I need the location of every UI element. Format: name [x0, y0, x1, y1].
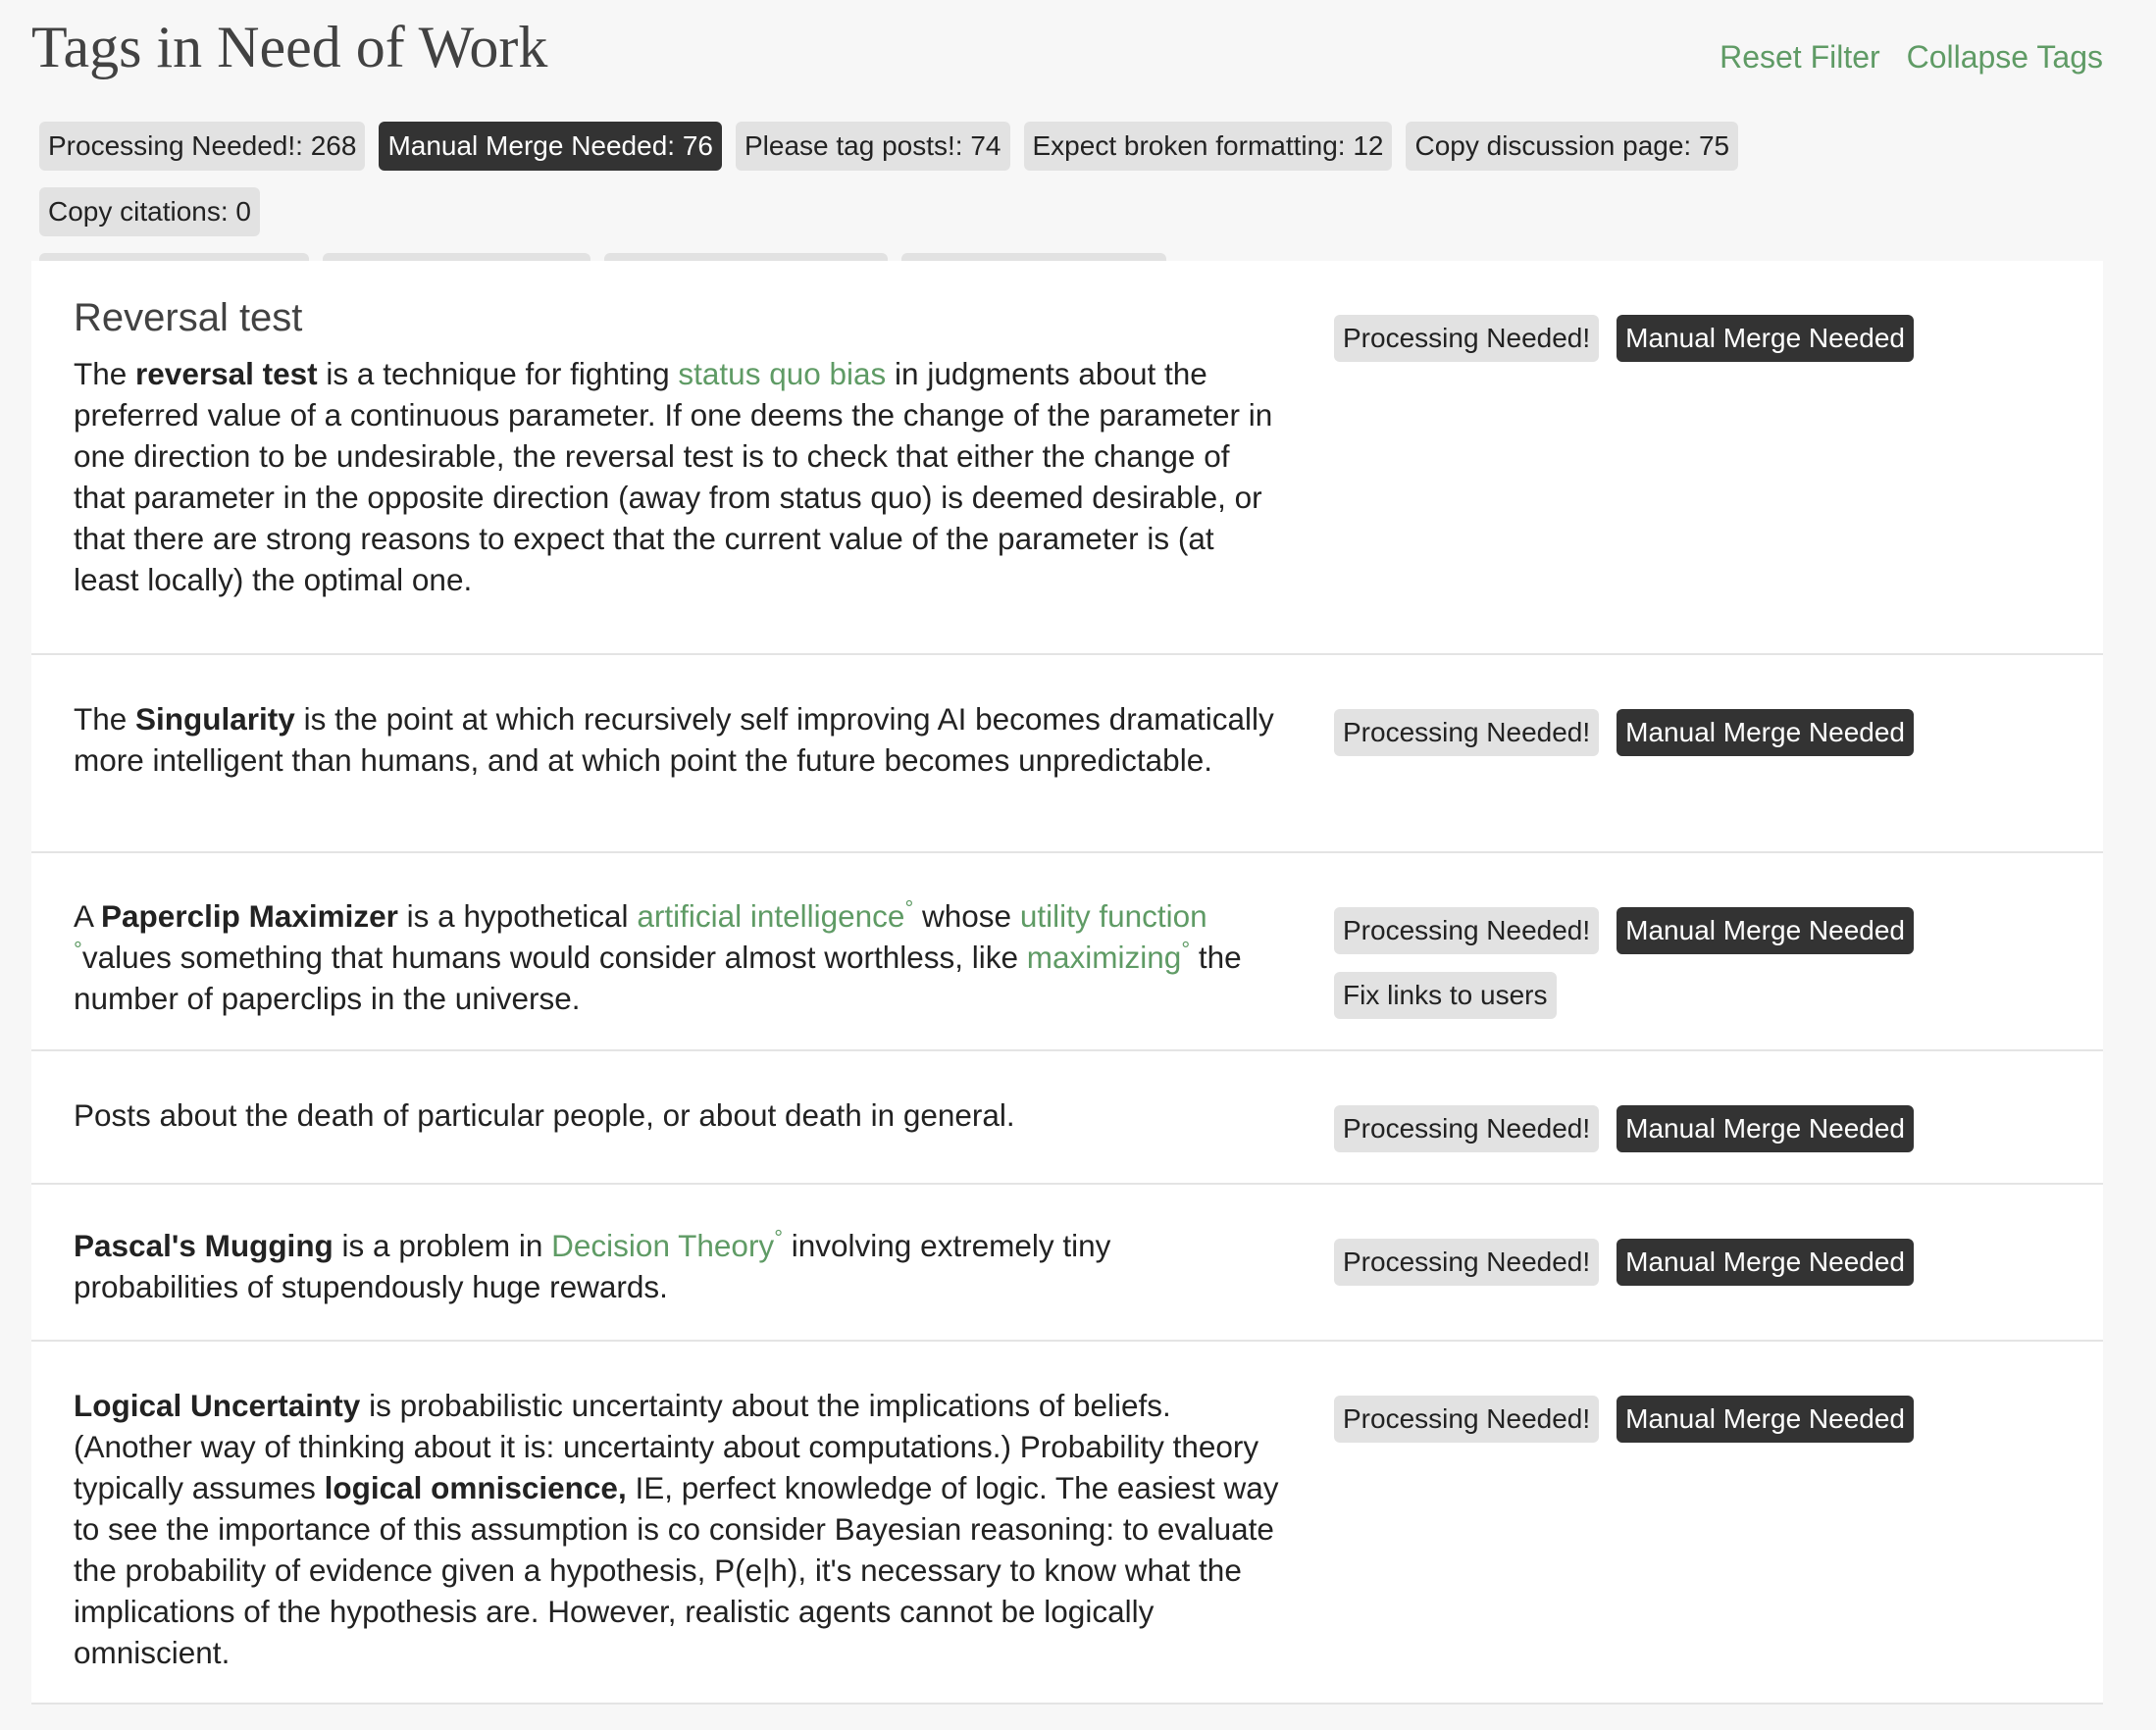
desc-bold-term: logical omniscience,	[324, 1470, 627, 1505]
desc-text: A	[74, 898, 102, 934]
desc-text: values something that humans would consider almost worthless, like	[81, 940, 1027, 975]
status-quo-bias-link[interactable]: status quo bias	[678, 356, 887, 391]
tag-row-paperclip-maximizer	[31, 853, 2103, 1051]
decision-theory-link[interactable]: Decision Theory	[551, 1228, 775, 1263]
manual-merge-needed-tag[interactable]: Manual Merge Needed	[1617, 907, 1914, 954]
tag-description	[74, 1094, 1280, 1136]
desc-bold-term: Singularity	[135, 701, 295, 737]
desc-text: is probabilistic uncertainty about the implications of beliefs. (Another way of thinking about it is: uncertainty about computations.) Probability theory typically assumes	[74, 1388, 1259, 1505]
desc-text: IE, perfect knowledge of logic. The easiest way to see the importance of this assumption is co consider Bayesian reasoning: to evaluate the probability of evidence given a hypothesis, P(e|h), it's necessary to know what the implications of the hypothesis are. However, realistic agents cannot be logically omniscient.	[74, 1470, 1279, 1670]
artificial-intelligence-link[interactable]: artificial intelligence	[637, 898, 905, 934]
collapse-tags-link[interactable]: Collapse Tags	[1906, 39, 2103, 75]
desc-text: The	[74, 701, 136, 737]
page-title: Tags in Need of Work	[31, 15, 548, 79]
tag-description-text: Posts about the death of particular people, or about death in general.	[74, 1097, 1015, 1133]
desc-text: involving extremely tiny probabilities of stupendously huge rewards.	[74, 1228, 1111, 1304]
desc-bold-term: Logical Uncertainty	[74, 1388, 361, 1423]
processing-needed-tag[interactable]: Processing Needed!	[1334, 1239, 1599, 1286]
filter-copy-citations[interactable]: Copy citations: 0	[39, 187, 260, 236]
tag-badges	[1334, 1105, 2021, 1170]
tag-description	[74, 1385, 1280, 1673]
manual-merge-needed-tag[interactable]: Manual Merge Needed	[1617, 315, 1914, 362]
filter-expect-broken-formatting[interactable]: Expect broken formatting: 12	[1024, 122, 1393, 171]
tag-row-logical-uncertainty	[31, 1342, 2103, 1705]
desc-text: whose	[913, 898, 1020, 934]
desc-text: The	[74, 356, 136, 391]
header-actions	[1702, 39, 2103, 76]
tag-description-text	[74, 698, 1280, 781]
tag-badges	[1334, 709, 2021, 774]
desc-bold-term: Paperclip Maximizer	[101, 898, 398, 934]
page-header	[31, 0, 2103, 118]
processing-needed-tag[interactable]: Processing Needed!	[1334, 907, 1599, 954]
desc-bold-term: reversal test	[135, 356, 318, 391]
page	[31, 0, 2103, 1670]
tag-description-text	[74, 1385, 1280, 1673]
desc-text: is a problem in	[333, 1228, 552, 1263]
desc-text: is a hypothetical	[397, 898, 638, 934]
tag-description-text	[74, 895, 1280, 1019]
manual-merge-needed-tag[interactable]: Manual Merge Needed	[1617, 709, 1914, 756]
link-degree-icon: °	[904, 895, 914, 921]
tag-badges	[1334, 1239, 2021, 1303]
filter-please-tag-posts[interactable]: Please tag posts!: 74	[736, 122, 1010, 171]
tag-description	[74, 698, 1280, 781]
desc-text: is the point at which recursively self improving AI becomes dramatically more intelligent than humans, and at which point the future becomes unpredictable.	[74, 701, 1274, 778]
tag-badges	[1334, 315, 2021, 380]
manual-merge-needed-tag[interactable]: Manual Merge Needed	[1617, 1396, 1914, 1443]
link-degree-icon: °	[74, 937, 82, 962]
tag-row-reversal-test	[31, 261, 2103, 655]
desc-text: the number of paperclips in the universe.	[74, 940, 1242, 1016]
manual-merge-needed-tag[interactable]: Manual Merge Needed	[1617, 1239, 1914, 1286]
tag-badges	[1334, 907, 2021, 1037]
link-degree-icon: °	[1181, 937, 1191, 962]
reset-filter-link[interactable]: Reset Filter	[1720, 39, 1880, 75]
tag-row-singularity	[31, 655, 2103, 853]
tag-row-pascals-mugging	[31, 1185, 2103, 1342]
desc-text: in judgments about the preferred value of a continuous parameter. If one deems the change of the parameter in one direction to be undesirable, the reversal test is to check that either the change of that parameter in the opposite direction (away from status quo) is deemed desirable, or that there are strong reasons to expect that the current value of the parameter is (at least locally) the optimal one.	[74, 356, 1273, 597]
tag-description	[74, 1225, 1280, 1307]
processing-needed-tag[interactable]: Processing Needed!	[1334, 315, 1599, 362]
desc-text: is a technique for fighting	[317, 356, 679, 391]
filter-copy-discussion-page[interactable]: Copy discussion page: 75	[1406, 122, 1738, 171]
tag-description	[74, 895, 1280, 1019]
tag-description-text	[74, 1225, 1280, 1307]
filter-processing-needed[interactable]: Processing Needed!: 268	[39, 122, 365, 171]
tag-row-death	[31, 1051, 2103, 1185]
tag-badges	[1334, 1396, 2021, 1460]
processing-needed-tag[interactable]: Processing Needed!	[1334, 709, 1599, 756]
link-degree-icon: °	[774, 1225, 783, 1250]
desc-bold-term: Pascal's Mugging	[74, 1228, 334, 1263]
tag-description-text	[74, 353, 1280, 600]
filter-manual-merge-needed[interactable]: Manual Merge Needed: 76	[379, 122, 722, 171]
maximizing-link[interactable]: maximizing	[1026, 940, 1182, 975]
processing-needed-tag[interactable]: Processing Needed!	[1334, 1105, 1599, 1152]
fix-links-to-users-tag[interactable]: Fix links to users	[1334, 972, 1557, 1019]
processing-needed-tag[interactable]: Processing Needed!	[1334, 1396, 1599, 1443]
tag-list	[31, 261, 2103, 1705]
manual-merge-needed-tag[interactable]: Manual Merge Needed	[1617, 1105, 1914, 1152]
tag-description	[74, 294, 1280, 600]
tag-title[interactable]: Reversal test	[74, 296, 303, 339]
utility-function-link[interactable]: utility function	[1019, 898, 1207, 934]
